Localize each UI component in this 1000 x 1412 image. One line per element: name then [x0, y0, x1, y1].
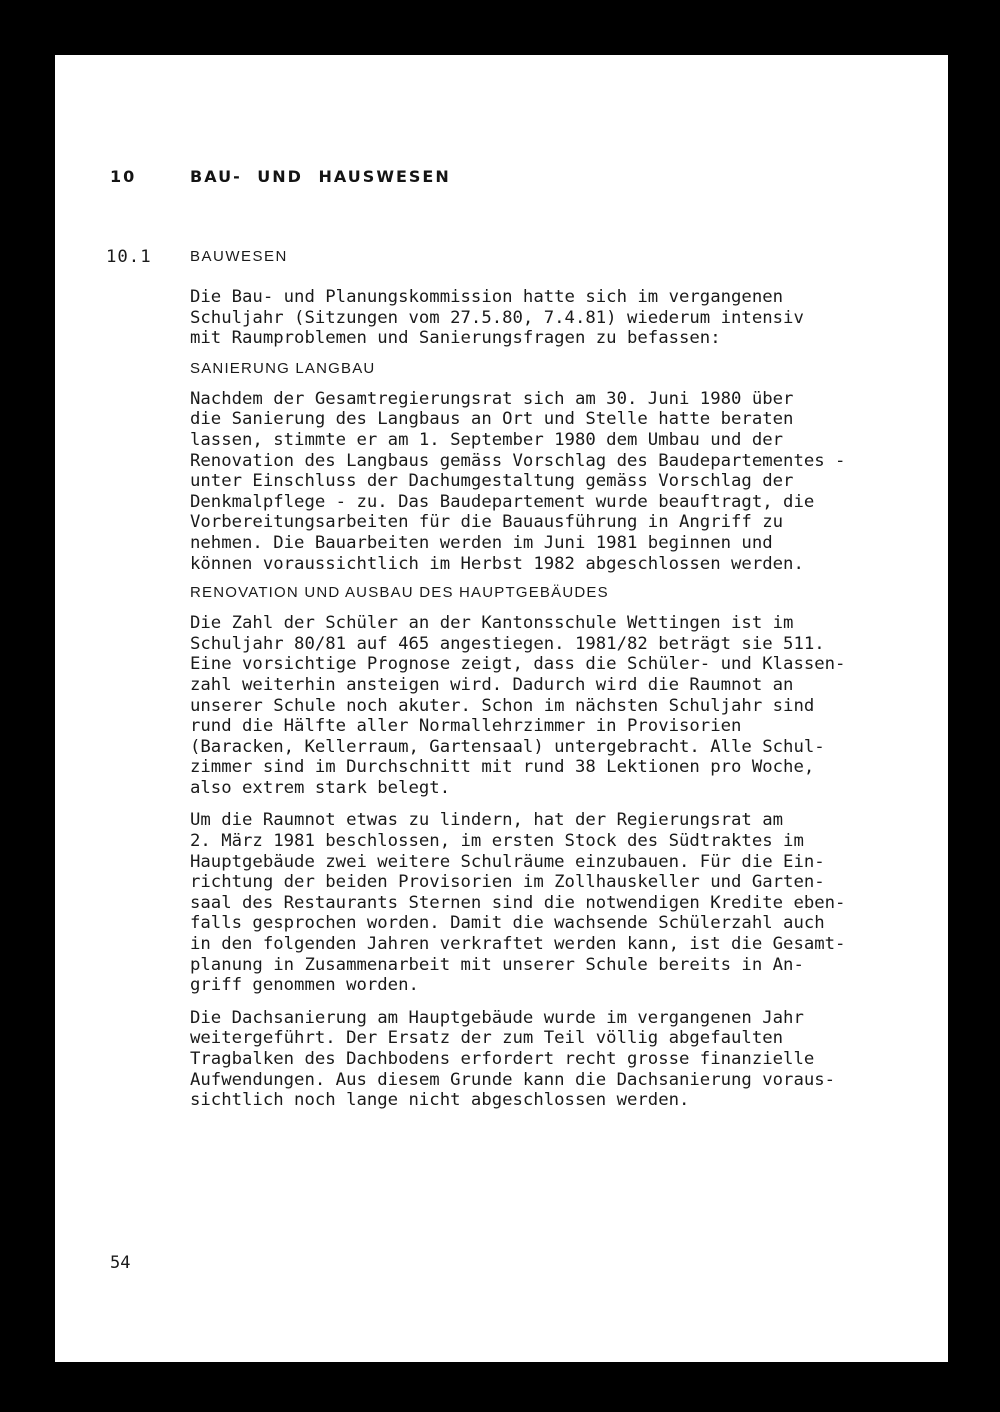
renovation-paragraph-1: Die Zahl der Schüler an der Kantonsschule Wettingen ist im Schuljahr 80/81 auf 465 angestiegen. 1981/82 beträgt sie 511. Eine vorsichtige Prognose zeigt, dass die Schüler- und Klassen- zahl weiterhin ansteigen wird. Dadurch wird die Raumnot an unserer Schule noch akuter. Schon im nächsten Schuljahr sind rund die Hälfte aller Normallehrzimmer in Provisorien (Baracken, Kellerraum, Gartensaal) untergebracht. Alle Schul- zimmer sind im Durchschnitt mit rund 38 Lektionen pro Woche, also extrem stark belegt.	[190, 613, 846, 798]
renovation-paragraph-3: Die Dachsanierung am Hauptgebäude wurde im vergangenen Jahr weitergeführt. Der Ersatz der zum Teil völlig abgefaulten Tragbalken des Dachbodens erfordert recht grosse finanzielle Aufwendungen. Aus diesem Grunde kann die Dachsanierung voraus- sichtlich noch lange nicht abgeschlossen werden.	[190, 1007, 836, 1111]
section-title: BAUWESEN	[190, 248, 288, 265]
subheading-sanierung-langbau: SANIERUNG LANGBAU	[190, 359, 376, 377]
renovation-paragraph-2: Um die Raumnot etwas zu lindern, hat der Regierungsrat am 2. März 1981 beschlossen, im ersten Stock des Südtraktes im Hauptgebäude zwei weitere Schulräume einzubauen. Für die Ein- richtung der beiden Provisorien im Zollhauskeller und Garten- saal des Restaurants Sternen sind die notwendigen Kredite eben- falls gesprochen worden. Damit die wachsende Schülerzahl auch in den folgenden Jahren verkraftet werden kann, ist die Gesamt- planung in Zusammenarbeit mit unserer Schule bereits in An- griff genommen worden.	[190, 810, 846, 996]
intro-paragraph: Die Bau- und Planungskommission hatte sich im vergangenen Schuljahr (Sitzungen vom 27.5.80, 7.4.81) wiederum intensiv mit Raumproblemen und Sanierungsfragen zu befassen:	[190, 287, 804, 349]
subheading-renovation-hauptgebaeude: RENOVATION UND AUSBAU DES HAUPTGEBÄUDES	[190, 584, 609, 602]
document-page	[55, 55, 948, 1362]
page-number: 54	[110, 1253, 131, 1273]
section-body	[190, 287, 940, 1111]
chapter-title: BAU- UND HAUSWESEN	[190, 167, 451, 186]
section-number: 10.1	[106, 247, 152, 267]
langbau-paragraph: Nachdem der Gesamtregierungsrat sich am 30. Juni 1980 über die Sanierung des Langbaus an Ort und Stelle hatte beraten lassen, stimmte er am 1. September 1980 dem Umbau und der Renovation des Langbaus gemäss Vorschlag des Baudepartementes - unter Einschluss der Dachumgestaltung gemäss Vorschlag der Denkmalpflege - zu. Das Baudepartement wurde beauftragt, die Vorbereitungsarbeiten für die Bauausführung in Angriff zu nehmen. Die Bauarbeiten werden im Juni 1981 beginnen und können voraussichtlich im Herbst 1982 abgeschlossen werden.	[190, 388, 846, 574]
chapter-number: 10	[110, 167, 137, 186]
